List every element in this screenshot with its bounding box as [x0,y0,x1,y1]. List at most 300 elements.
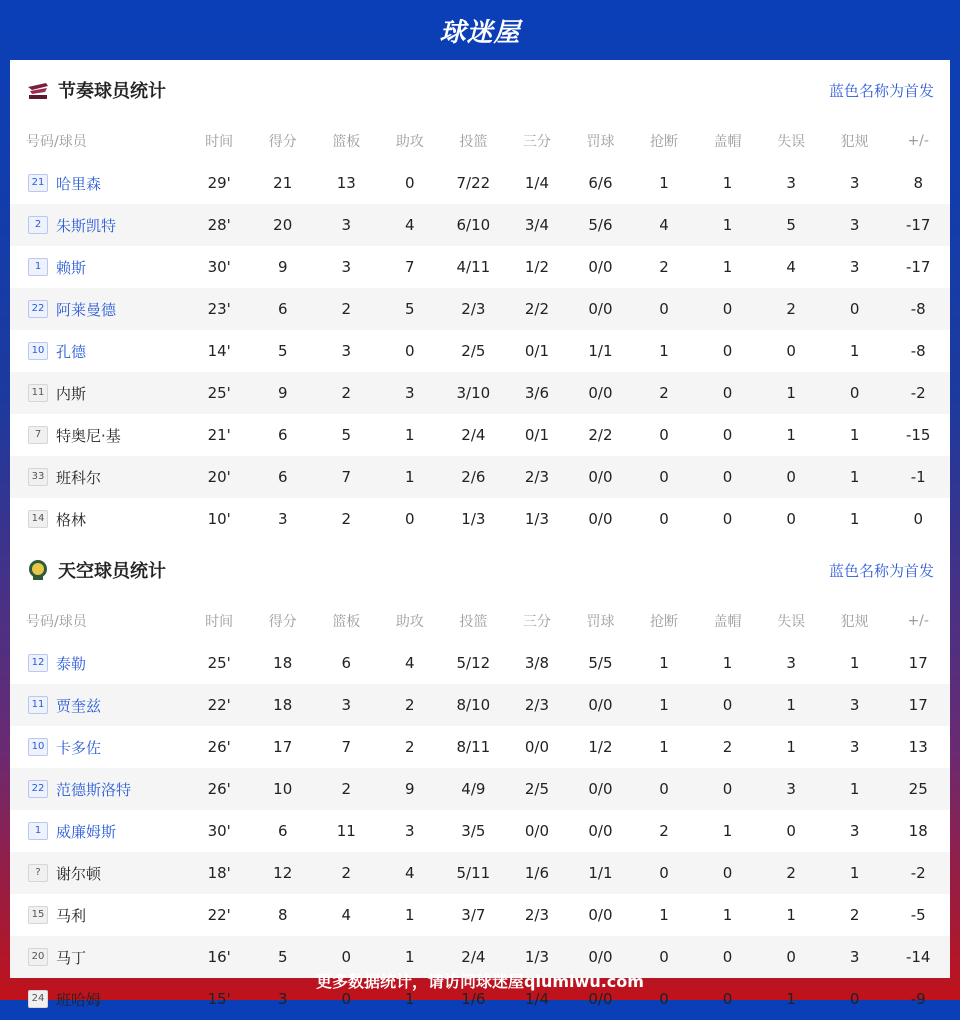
stat-cell: 2 [315,768,379,810]
stat-cell: 1 [849,654,860,672]
stat-cell: 2/4 [461,426,486,444]
team-title: 天空球员统计 [58,561,166,582]
player-cell[interactable] [10,894,187,936]
stat-cell: 2 [315,852,379,894]
stat-cell: 5 [341,426,352,444]
jersey-number: 22 [28,300,48,318]
stat-cell: 1/2 [524,258,549,276]
stat-cell: 4 [378,852,442,894]
stat-cell: 12 [251,852,315,894]
stat-cell: 0 [696,684,760,726]
stat-cell: 1 [823,768,887,810]
stat-cell: 10' [207,510,231,528]
player-name-link[interactable]: 内斯 [56,384,87,403]
footer-banner[interactable] [0,960,960,1000]
column-header: 罚球 [586,614,615,630]
jersey-number: 12 [28,654,48,672]
stat-cell: 3 [315,684,379,726]
player-cell[interactable] [10,372,187,414]
player-name-link[interactable]: 威廉姆斯 [56,822,117,841]
player-name-link[interactable]: 格林 [56,510,87,529]
player-name-link[interactable]: 谢尔顿 [56,864,102,883]
team-title-group [26,77,166,103]
stat-cell: 0/0 [569,456,633,498]
stat-cell: 1 [405,990,415,1008]
stat-cell: 5/6 [569,204,633,246]
player-stats-table [10,120,950,540]
stat-cell: 0 [759,456,823,498]
player-name-link[interactable]: 贾奎兹 [56,696,102,715]
stat-cell: 2 [315,288,379,330]
stat-cell: 1 [786,426,796,444]
table-row[interactable] [10,162,950,204]
stat-cell: -17 [886,204,950,246]
stat-cell: 1/6 [461,990,486,1008]
column-header: 篮板 [332,614,361,630]
stat-cell: 1 [823,852,887,894]
table-row[interactable] [10,498,950,540]
stat-cell: 1/2 [588,738,613,756]
column-header: 盖帽 [713,614,742,630]
stat-cell: 6/10 [442,204,506,246]
stat-cell: 21' [207,426,231,444]
stat-cell: 7 [341,738,352,756]
stat-cell: -2 [886,852,950,894]
stat-cell: 3 [405,822,415,840]
stat-cell: 9 [251,372,315,414]
stat-cell: 0 [405,342,415,360]
stat-cell: 3 [277,990,288,1008]
stat-cell: 21 [273,174,293,192]
stat-cell: 5/12 [456,654,491,672]
stat-cell: 1 [759,372,823,414]
column-header: +/- [907,613,929,629]
stat-cell: 0 [696,288,760,330]
stat-cell: 0/0 [569,288,633,330]
player-cell[interactable] [10,684,187,726]
jersey-number: 14 [28,510,48,528]
tempo-logo-icon [26,78,50,102]
player-cell[interactable] [10,330,187,372]
player-name-link[interactable]: 阿莱曼德 [56,300,117,319]
stat-cell: 1/1 [588,342,613,360]
stat-cell: 5 [251,936,315,978]
stat-cell: 3 [849,258,860,276]
jersey-number: 21 [28,174,48,192]
table-row[interactable] [10,894,950,936]
stat-cell: 1 [823,456,887,498]
stat-cell: 1/1 [569,852,633,894]
stat-cell: 0 [696,936,760,978]
stat-cell: 2/3 [505,684,569,726]
player-cell[interactable] [10,498,187,540]
stat-cell: 0 [722,990,733,1008]
stat-cell: 0 [786,342,796,360]
stat-cell: 1 [659,654,669,672]
stat-cell: -14 [886,936,950,978]
stat-cell: 0 [632,456,696,498]
player-name-link[interactable]: 泰勒 [56,654,87,673]
stat-cell: 2/3 [442,288,506,330]
stat-cell: 2 [659,822,669,840]
table-row[interactable] [10,288,950,330]
stat-cell: 0/0 [569,372,633,414]
stat-cell: 2 [315,372,379,414]
team-title-group [26,557,166,583]
stat-cell: 1 [722,906,733,924]
column-header: 失误 [777,614,806,630]
player-name-link[interactable]: 哈里森 [56,174,102,193]
stat-cell: 6 [251,288,315,330]
stat-cell: 3/10 [442,372,506,414]
footer-link-text[interactable]: 更多数据统计，请访问球迷屋qiumiwu.com [316,971,644,991]
stat-cell: 29' [207,174,231,192]
stat-cell: -5 [910,906,926,924]
stat-cell: 4 [378,204,442,246]
table-row[interactable] [10,642,950,684]
player-cell[interactable] [10,456,187,498]
stat-cell: 0 [632,288,696,330]
stat-cell: 0 [659,426,669,444]
team-title: 节奏球员统计 [58,81,166,102]
stat-cell: 3 [786,654,796,672]
stat-cell: 0 [913,510,923,528]
stat-cell: 0 [632,768,696,810]
stat-cell: 0/1 [524,342,549,360]
player-name-link[interactable]: 赖斯 [56,258,87,277]
stat-cell: 4 [341,906,352,924]
player-cell[interactable] [10,642,187,684]
stat-cell: 2 [632,372,696,414]
stat-cell: 4 [786,258,796,276]
stat-cell: 0 [696,852,760,894]
column-header: 三分 [522,614,551,630]
stat-cell: 28' [187,204,251,246]
stat-cell: 2/2 [588,426,613,444]
column-header: 时间 [205,134,234,150]
stat-cell: 8 [277,906,288,924]
column-header: 助攻 [395,614,424,630]
stat-cell: 1/3 [505,936,569,978]
stat-cell: 2 [759,852,823,894]
stat-cell: 0 [722,426,733,444]
stat-cell: 0 [823,372,887,414]
stat-cell: 0 [696,372,760,414]
player-name-link[interactable]: 孔德 [56,342,87,361]
player-cell[interactable] [10,288,187,330]
stat-cell: 0 [632,852,696,894]
stat-cell: 3 [849,822,860,840]
stat-cell: 4/9 [442,768,506,810]
stat-cell: 0/0 [569,936,633,978]
stat-cell: 2 [378,684,442,726]
stat-cell: 2 [659,258,669,276]
stat-cell: 3 [849,738,860,756]
stat-cell: 3 [315,204,379,246]
stat-cell: 0 [659,510,669,528]
stat-cell: 9 [277,258,288,276]
jersey-number: 22 [28,780,48,798]
jersey-number: 11 [28,384,48,402]
stat-cell: 7/22 [456,174,491,192]
stat-cell: 8/11 [456,738,491,756]
stat-cell: 2/5 [505,768,569,810]
stat-cell: 6 [277,822,288,840]
stat-cell: 0/0 [588,258,613,276]
player-name-link[interactable]: 朱斯凯特 [56,216,117,235]
team-header [10,540,950,600]
stat-cell: 5 [277,342,288,360]
stat-cell: 2/3 [505,456,569,498]
column-header: 得分 [268,614,297,630]
stat-cell: 1/6 [505,852,569,894]
stat-cell: 0/0 [588,990,613,1008]
top-bar [0,0,960,60]
stat-cell: 2/6 [442,456,506,498]
table-row[interactable] [10,246,950,288]
stat-cell: 1 [786,906,796,924]
stat-cell: 17 [886,684,950,726]
column-header: 罚球 [586,134,615,150]
jersey-number: 20 [28,948,48,966]
stat-cell: 18 [908,822,928,840]
stat-cell: 13 [336,174,356,192]
column-header: 抢断 [650,134,678,150]
stat-cell: 1 [632,684,696,726]
column-header: 失误 [777,134,806,150]
stat-cell: 5 [759,204,823,246]
stat-cell: 0/0 [524,738,549,756]
stat-cell: 2 [341,510,352,528]
player-cell[interactable] [10,726,187,768]
stat-cell: 1 [696,204,760,246]
stat-cell: -8 [910,342,926,360]
sky-logo-icon [26,558,50,582]
stat-cell: 0 [786,822,796,840]
stat-cell: -9 [910,990,926,1008]
stat-cell: 2 [759,288,823,330]
stat-cell: 3/6 [505,372,569,414]
player-cell[interactable] [10,852,187,894]
stat-cell: 4/11 [456,258,491,276]
stat-cell: 0/0 [569,684,633,726]
column-header: 时间 [205,614,234,630]
column-header: 投篮 [459,134,488,150]
jersey-number: 24 [28,990,48,1008]
column-header: 篮板 [332,134,361,150]
stat-cell: 1 [722,258,733,276]
stat-cell: 1/4 [524,174,549,192]
player-cell[interactable] [10,810,187,852]
stat-cell: 1 [759,684,823,726]
player-name-link[interactable]: 特奥尼·基 [56,426,121,445]
table-row[interactable] [10,204,950,246]
stat-cell: -15 [905,426,931,444]
jersey-number: 2 [28,216,48,234]
stat-cell: 26' [187,768,251,810]
stat-cell: 3 [759,768,823,810]
stat-cell: 20' [187,456,251,498]
stat-cell: 9 [378,768,442,810]
table-row[interactable] [10,414,950,456]
stat-cell: 6 [251,456,315,498]
table-row[interactable] [10,456,950,498]
stat-cell: 22' [187,684,251,726]
table-row[interactable] [10,726,950,768]
stat-cell: 1/3 [461,510,486,528]
table-header-row [10,600,950,642]
stat-cell: 0 [696,768,760,810]
stat-cell: 1 [849,426,860,444]
stat-cell: 3/7 [461,906,486,924]
stat-cell: 1 [786,738,796,756]
jersey-number: 33 [28,468,48,486]
stat-cell: 3 [378,372,442,414]
stat-cell: 1 [659,342,669,360]
column-header: 盖帽 [713,134,742,150]
stat-cell: 10 [251,768,315,810]
stat-cell: 17 [273,738,293,756]
stat-cell: 5/5 [588,654,613,672]
column-header: 助攻 [395,134,424,150]
stat-cell: 17 [908,654,928,672]
stat-cell: 18 [273,654,293,672]
stat-cell: 30' [207,258,231,276]
column-header: 得分 [268,134,297,150]
stat-cell: 0/0 [569,768,633,810]
stat-cell: 25' [207,654,231,672]
jersey-number: 7 [28,426,48,444]
stat-cell: 26' [207,738,231,756]
stat-cell: 2 [405,738,415,756]
jersey-number: 1 [28,258,48,276]
player-name-link[interactable]: 马丁 [56,948,87,967]
stat-cell: 8 [913,174,923,192]
stat-cell: 0 [722,510,733,528]
stat-cell: 3 [786,174,796,192]
stat-cell: 1 [378,936,442,978]
stat-cell: 3 [341,258,352,276]
stat-cell: 2 [722,738,733,756]
stat-cell: 2/4 [442,936,506,978]
stat-cell: 3 [849,174,860,192]
stat-cell: 1 [786,990,796,1008]
column-header: 犯规 [840,614,869,630]
stat-cell: 6 [277,426,288,444]
player-cell[interactable] [10,204,187,246]
stat-cell: -8 [886,288,950,330]
stat-cell: 6/6 [588,174,613,192]
stat-cell: 3 [823,936,887,978]
player-cell[interactable] [10,768,187,810]
column-header: 抢断 [650,614,678,630]
stat-cell: 7 [405,258,415,276]
stat-cell: 20 [251,204,315,246]
table-row[interactable] [10,372,950,414]
column-header: 三分 [522,134,551,150]
stat-cell: 25' [187,372,251,414]
stat-cell: 0 [823,288,887,330]
stat-cell: 22' [207,906,231,924]
stat-cell: 0/0 [524,822,549,840]
table-row[interactable] [10,852,950,894]
stat-cell: 1 [722,654,733,672]
stat-cell: 1 [378,456,442,498]
player-name-link[interactable]: 班哈姆 [56,990,102,1009]
player-cell[interactable] [10,414,187,456]
stat-cell: -17 [905,258,931,276]
stat-cell: 0 [405,510,415,528]
stat-cell: 3/5 [461,822,486,840]
stat-cell: 13 [908,738,928,756]
stat-cell: 0 [849,990,860,1008]
stat-cell: 0 [632,936,696,978]
stat-cell: 5 [378,288,442,330]
stat-cell: 0/1 [524,426,549,444]
stat-cell: 1 [405,906,415,924]
player-name-link[interactable]: 马利 [56,906,87,925]
stat-cell: 3/4 [505,204,569,246]
stat-cell: 6 [341,654,352,672]
stat-cell: 1 [722,822,733,840]
player-name-link[interactable]: 范德斯洛特 [56,780,132,799]
stat-cell: 0 [341,990,352,1008]
team-header [10,60,950,120]
stat-cell: 0 [696,456,760,498]
starter-note-link[interactable]: 蓝色名称为首发 [828,561,934,580]
table-row[interactable] [10,684,950,726]
stat-cell: 4 [632,204,696,246]
column-header: 投篮 [459,614,488,630]
table-row[interactable] [10,810,950,852]
player-name-link[interactable]: 班科尔 [56,468,102,487]
stat-cell: 1 [659,906,669,924]
player-name-link[interactable]: 卡多佐 [56,738,102,757]
stat-cell: 11 [336,822,356,840]
stat-cell: 1 [849,342,860,360]
stat-cell: 3 [277,510,288,528]
stat-cell: 3 [823,204,887,246]
starter-note-link[interactable]: 蓝色名称为首发 [828,81,934,100]
stat-cell: 0 [759,936,823,978]
player-stats-table [10,600,950,1020]
stat-cell: 14' [207,342,231,360]
stat-cell: 30' [207,822,231,840]
stat-cell: 0/0 [588,906,613,924]
player-cell[interactable] [10,246,187,288]
stat-cell: 0 [722,342,733,360]
stat-cell: 3 [823,684,887,726]
stat-cell: 0/0 [588,510,613,528]
stat-cell: 2 [849,906,860,924]
stat-cell: 1 [659,738,669,756]
stat-cell: 8/10 [442,684,506,726]
table-row[interactable] [10,330,950,372]
player-cell[interactable] [10,162,187,204]
stat-cell: 1 [405,426,415,444]
stat-cell: 2/5 [461,342,486,360]
stat-cell: 1/4 [524,990,549,1008]
stat-cell: 0/0 [588,822,613,840]
jersey-number: 10 [28,342,48,360]
stat-cell: 18' [187,852,251,894]
jersey-number: 15 [28,906,48,924]
table-header-row [10,120,950,162]
stat-cell: 16' [187,936,251,978]
column-header: 犯规 [840,134,869,150]
stat-cell: 0 [786,510,796,528]
table-row[interactable] [10,768,950,810]
